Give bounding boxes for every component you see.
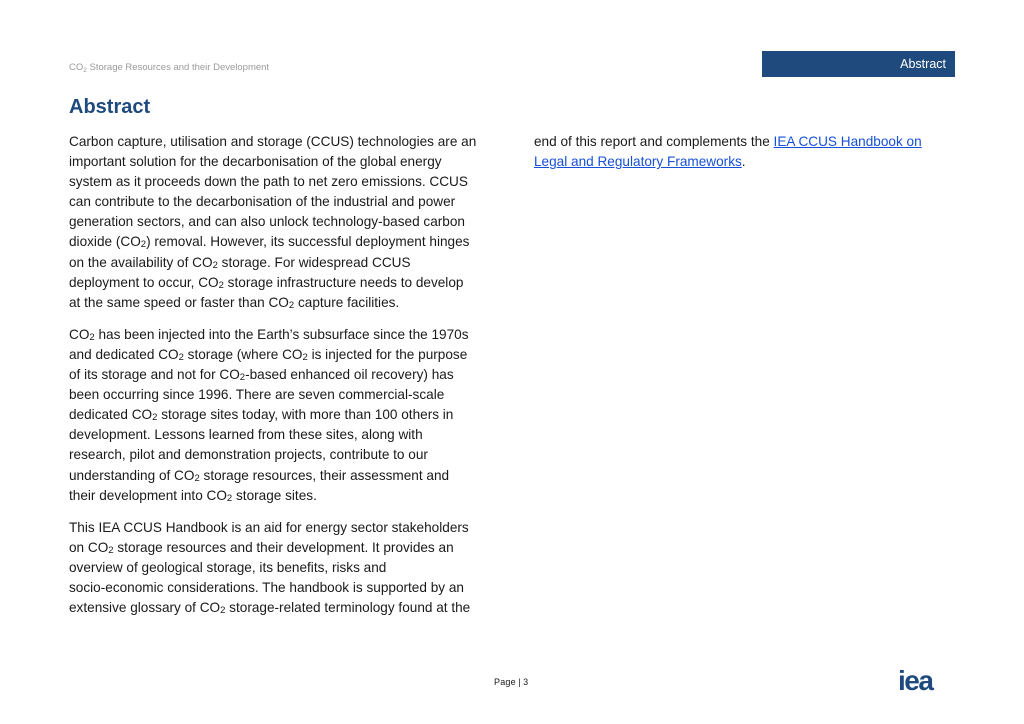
section-tab: Abstract [762, 51, 955, 77]
right-column [534, 132, 958, 184]
paragraph-1: Carbon capture, utilisation and storage (CCUS) technologies are an important solution for the decarbonisation of the global energy system as it proceeds down the path to net zero emissions. CCUS can contribute to the decarbonisation of the industrial and power generation sectors, and can also unlock technology-based carbon dioxide $(CO_2)$ removal. However, its successful deployment hinges on the availability of $CO_2$ storage. For widespread CCUS deployment to occur, $CO_2$ storage infrastructure needs to develop at the same speed or faster than $CO_2$ capture facilities. [69, 134, 477, 311]
iea-logo [898, 668, 956, 694]
paragraph-2: $CO_2$ has been injected into the Earth’s subsurface since the 1970s and dedicated $CO_2$ storage (where $CO_2$ is injected for the purpose of its storage and not for $CO_2$-based enhanced oil recovery) has been occurring since 1996. There are seven commercial-scale dedicated $CO_2$ storage sites today, with more than 100 others in development. Lessons learned from these sites, along with research, pilot and demonstration projects, contribute to our understanding of $CO_2$ storage resources, their assessment and their development into $CO_2$ storage sites. [69, 326, 469, 504]
running-header: $CO_2$ Storage Resources and their Development [69, 62, 270, 74]
iea-logo-text: iea [898, 668, 933, 694]
handbook-link-part2[interactable]: Legal and Regulatory Frameworks [534, 154, 742, 170]
left-column [69, 132, 493, 630]
page-number: Page | 3 [494, 677, 529, 687]
paragraph-3: This IEA CCUS Handbook is an aid for energy sector stakeholders on $CO_2$ storage resources and their development. It provides an overview of geological storage, its benefits, risks and socio-economic considerations. The handbook is supported by an extensive glossary of $CO_2$ storage-related terminology found at the [69, 519, 471, 617]
paragraph-4: end of this report and complements the IEA CCUS Handbook on Legal and Regulatory Frameworks. [534, 134, 922, 170]
page-title: Abstract [69, 96, 151, 118]
handbook-link-part1[interactable]: IEA CCUS Handbook on [773, 134, 922, 149]
